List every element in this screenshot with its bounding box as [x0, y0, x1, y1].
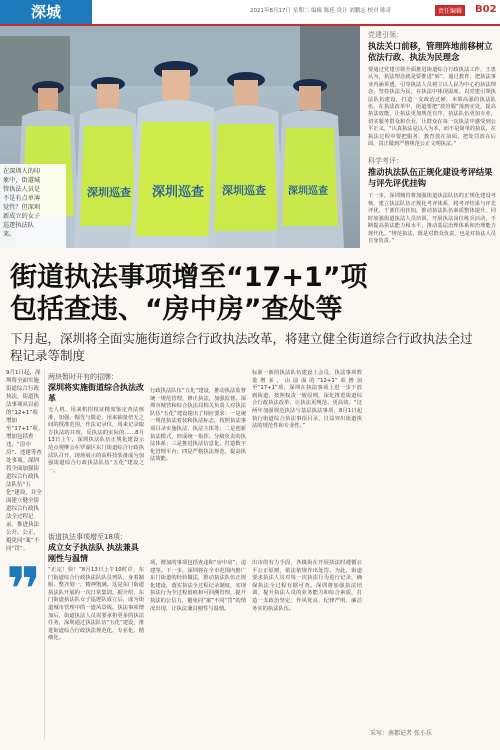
vest-label: 深圳巡查 [222, 184, 266, 197]
issue-info: 2021年8月17日 星期二 编辑 陈延 设计 刘鹏志 校对 陈奇 [250, 8, 392, 14]
sidebar-title: 执法关口前移，管理阵地前移树立依法行政、执法为民理念 [368, 41, 493, 62]
page-number: B02 [475, 4, 497, 15]
column-body: 行政执法队伍“五化”建设，推动执法监督统一规范管理，修正执法，加强监督。深圳市城管和综合执法局相关负责人对执法队伍“五化”建设提出了相应要求：一是统一规范执法着装和执法标志，按照执法事项目录实施执法，执法主体等；二是创新执法模式，形成统一指挥、分级负责的执法体系；三是推进执法信息化，打造数字化管理平台；四是严格执法规范，提高执法效能。 [150, 388, 246, 463]
article-column-3b [252, 560, 362, 613]
column-divider [44, 370, 45, 740]
sidebar-kicker-2: 科学考评： [368, 157, 403, 166]
sidebar-body: 要通过党建引领全面推进街道综合行政执法工作，王恵认为，执法理念就是要推进“转”，通过教育，把执法事业内涵讲透，引导执法人员树立以人民为中心的执法理念，坚持执法为民，在执法中体现温度。以党建引领执法队伍建设，打造一支政治过硬、本领高强的执法队伍。在执法改革中，街道要把“放管服”落到实处，提高执法效能，让执法更加规范有序，执法队伍更加专业，切实服务群众和企业，让群众在每一次执法中感受到公平正义。“认真执法是以人为本，而不是简单的执法，在执法过程中要把服务，教育放在前面，把处罚放在后面，真正做到严格规范公正文明执法。” [368, 67, 496, 148]
quote-mark-icon: ❞ [6, 555, 42, 625]
lead-summary-text: 9月1日起，深圳将全面实施街道综合行政执法，街道执法事项从以前的“12+1”项增加至“17+1”项。增加包括查违、“房中房”、违建等查处事项。深圳将全面加强街道综合行政执法队伍“五化”建设，并全面建立健全街道综合行政执法全过程记录。推进执法公开，公正，避免同“案”不同“罚”。 [6, 370, 44, 552]
article-column-1 [48, 370, 144, 475]
vest-label: 深圳巡查 [152, 185, 205, 200]
section-kicker: 两块暂时开有的招牌： [48, 373, 118, 381]
article-column-2b [150, 560, 246, 613]
column-body: 出市的有力手段，各镇街在开展执法时遵循公平公正原则，依法依规作出处罚。为此，街道要求执法人员对每一次执法行为进行记录，确保执法全过程有据可查。深圳将加强执法培训，提升执法人员的业务能力和综合素质，打造一支政治坚定、作风优良、纪律严明、廉洁务实的执法队伍。 [252, 560, 362, 612]
sidebar-kicker: 党建引领： [368, 31, 403, 39]
vest-label: 深圳巡查 [87, 186, 131, 199]
headline-line-1: 街道执法事项增至“17+1”项 [10, 262, 368, 293]
editor-tag: 责任编辑 [435, 5, 465, 16]
caption-line: 象中，街道城 [3, 177, 41, 184]
caption-line: 不是有点单薄 [3, 195, 41, 202]
article-column-3 [252, 370, 362, 431]
caption-line: 管执法人员是 [3, 186, 41, 193]
news-photo [0, 26, 360, 248]
sidebar-article [368, 30, 496, 245]
caption-line: 在深圳人的印 [3, 168, 41, 175]
page-header [0, 0, 500, 26]
caption-line: 觉性？但深圳 [3, 204, 41, 211]
column-body: “正定！快！”8月13日上午10时许，东门街道综合行政执法队队员列队，身着制服，整齐划一，精神饱满。这是东门街道执法队开展的一次日常集训。据介绍，东门街道执法队女子巡逻队成立后，成为街道城市管理中的一道风景线。执法事项增加后，街道执法人员需要承担更多的执法任务，深圳通过执法队伍“五化”建设，推进街道综合行政执法规范化、专业化、精细化。 [48, 567, 144, 642]
vest-label: 深圳巡查 [288, 186, 328, 197]
headline [10, 262, 480, 326]
column-body: 无人机、用来机招权证精度鉴定查法核准、加强，掘光与限论，用来抽量倍无之间的授准范围，作法记录仪，用来记录取方执法的并现，反执法的实际的……8月13日上午，深圳执法队伍正规化建设示范点观摩会在罗湖区东门街道综合行政执法队召开，现场展示的高科技装备成为加强街道综合行政执法队伍“五化”建设之一。 [48, 407, 144, 474]
photo-caption [0, 164, 66, 248]
column-body: 标新一新的执法队伍建设上会员，执法事项数量增多，由前面的“12+1”项增加至“17+1”项，深圳在执法事项上进一步下放到街道，按照权责一致原则，深化推进街道综合行政执法改革，让执法更规范、更高效。“这两年加强规范执法与基层执法事项，8月1日起执行街道综合执法事项目录，日益突出街道执法的规范性和专业性。” [252, 370, 362, 430]
caption-line: 新成立的女子 [3, 213, 41, 220]
sidebar-body-2: 下一步，深圳城管将加强街道执法队伍的正规化建设考核，建立执法队伍正规化考评体系，将考评结果与评先评优、干部任用挂钩，推动执法队伍素质整体提升。同时加强街道执法人员培训，开展执法岗位练兵活动，不断提高执法能力和水平，推动基层治理体系和治理能力现代化。“规范执法，既是对群众负责，也是对执法人员自身负责。” [368, 193, 496, 244]
byline: 采写：南都记者 张小乐 [370, 730, 432, 737]
lead-summary [6, 369, 42, 553]
section-title: 深圳将实施街道综合执法改革 [48, 383, 144, 403]
article-column-2 [150, 388, 246, 464]
subheadline: 下月起，深圳将全面实施街道综合行政执法改革，将建立健全街道综合行政执法全过程记录等制度 [10, 331, 473, 363]
section-kicker: 街道执法事项增至18项： [48, 533, 127, 541]
sidebar-title-2: 推动执法队伍正规化建设考评结果与评先评优挂钩 [368, 167, 493, 189]
caption-line: 来。 [3, 231, 16, 238]
caption-line: 巡逻执法队 [3, 222, 34, 229]
section-tag: 深城 [0, 0, 92, 24]
headline-line-2: 包括查违、“房中房”查处等 [10, 294, 343, 325]
column-body: 项，增加的事项包括查违和“房中房”，违建等。下一步，深圳将在全市范围内推广东门街道的经验做法，推动执法队伍正规化建设，落实执法全过程记录制度，实现执法行为全过程留痕和可回溯管理，提升执法的公信力，避免同“案”不同“罚”的情况出现，让执法兼具刚性与温情。 [150, 560, 246, 612]
section-title: 成立女子执法队 执法兼具刚性与温情 [48, 543, 139, 563]
article-column-1b [48, 530, 144, 643]
